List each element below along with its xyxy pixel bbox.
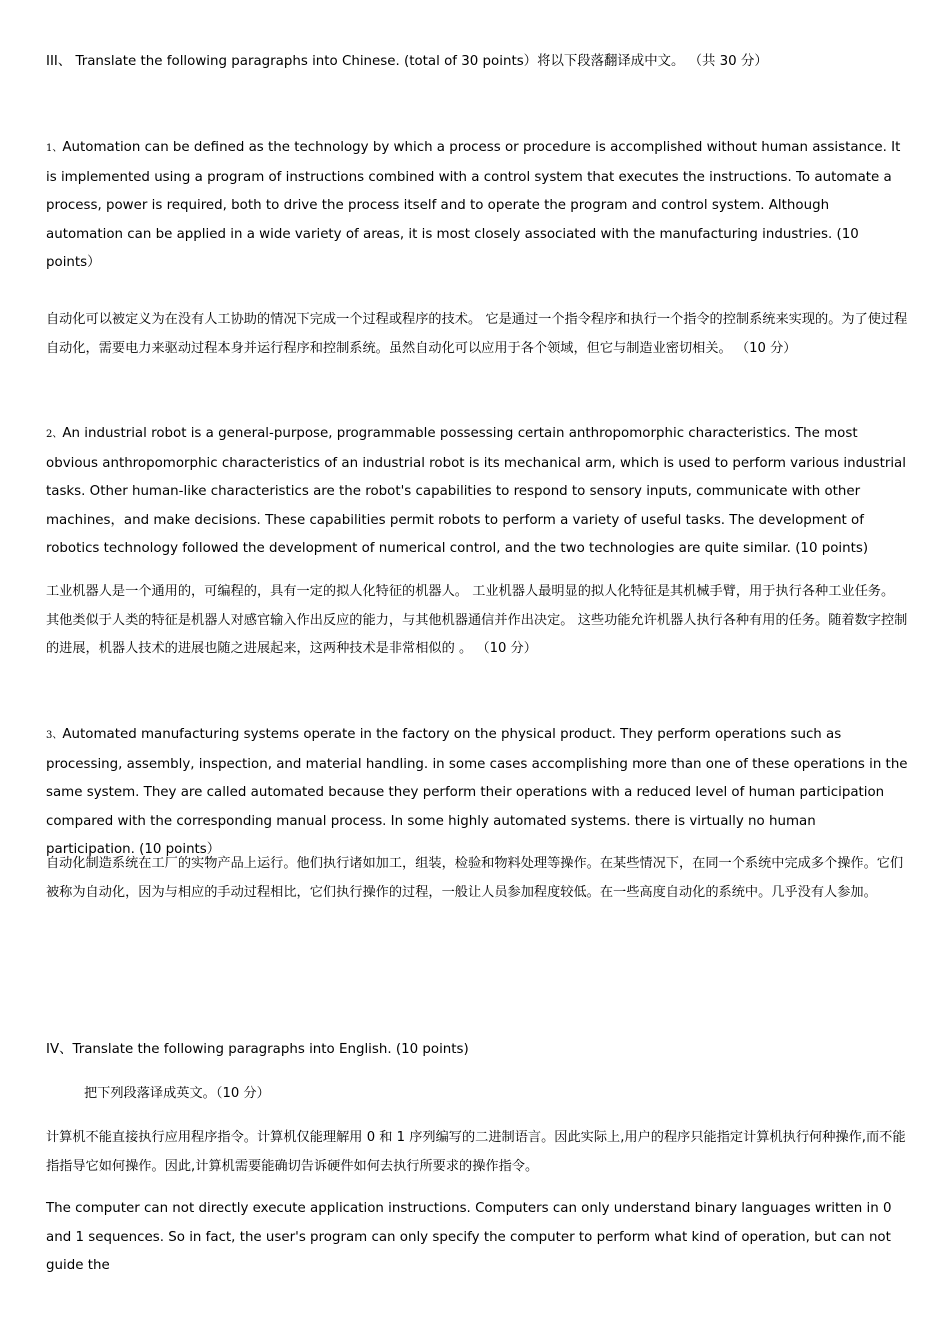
section-4-subheading: 把下列段落译成英文。（10 分） xyxy=(84,1086,270,1101)
section-4-english: The computer can not directly execute application instructions. Computers can only understand binary languages written in 0 and 1 sequences. So in fact, the user's program can only specify the computer to perform what kind of operation, but can not guide the xyxy=(46,1201,892,1274)
item-2-english-text: An industrial robot is a general-purpose, programmable possessing certain anthropomorphic characteristics. The most obvious anthropomorphic characteristics of an industrial robot is its mechanical arm, which is used to perform various industrial tasks. Other human-like characteristics are the robot's capabilities to respond to sensory inputs, communicate with other machines，and make decisions. These capabilities permit robots to perform a variety of useful tasks. The development of robotics technology followed the development of numerical control, and the two technologies are quite similar. (10 points) xyxy=(46,426,906,557)
item-2-chinese: 工业机器人是一个通用的，可编程的，具有一定的拟人化特征的机器人。 工业机器人最明显的拟人化特征是其机械手臂，用于执行各种工业任务。 其他类似于人类的特征是机器人对感官输入作出反应的能力，与其他机器通信并作出决定。 这些功能允许机器人执行各种有用的任务。随着数字控制的进展，机器人技术的进展也随之进展起来，这两种技术是非常相似的 。 （10 分） xyxy=(46,584,908,656)
section-4-heading: IV、Translate the following paragraphs into English. (10 points) xyxy=(46,1042,469,1057)
item-1-chinese: 自动化可以被定义为在没有人工协助的情况下完成一个过程或程序的技术。 它是通过一个指令程序和执行一个指令的控制系统来实现的。为了使过程自动化，需要电力来驱动过程本身并运行程序和控制系统。虽然自动化可以应用于各个领域，但它与制造业密切相关。 （10 分） xyxy=(46,312,908,356)
section-3-heading: III、 Translate the following paragraphs into Chinese. (total of 30 points）将以下段落翻译成中文。 （共 30 分） xyxy=(46,54,768,69)
item-1-english-text: Automation can be defined as the technology by which a process or procedure is accomplished without human assistance. It is implemented using a program of instructions combined with a control system that executes the instructions. To automate a process, power is required, both to drive the process itself and to operate the program and control system. Although automation can be applied in a wide variety of areas, it is most closely associated with the manufacturing industries. (10 points） xyxy=(46,140,901,271)
section-4-chinese: 计算机不能直接执行应用程序指令。计算机仅能理解用 0 和 1 序列编写的二进制语言。因此实际上,用户的程序只能指定计算机执行何种操作,而不能指指导它如何操作。因此,计算机需要能确切告诉硬件如何去执行所要求的操作指令。 xyxy=(46,1130,906,1174)
item-2-english xyxy=(46,420,908,564)
item-3-chinese: 自动化制造系统在工厂的实物产品上运行。他们执行诸如加工，组装，检验和物料处理等操作。在某些情况下，在同一个系统中完成多个操作。它们被称为自动化，因为与相应的手动过程相比，它们执行操作的过程，一般让人员参加程度较低。在一些高度自动化的系统中。几乎没有人参加。 xyxy=(46,856,904,900)
item-1-number: 1、 xyxy=(46,143,63,154)
item-3-english xyxy=(46,721,908,865)
item-3-number: 3、 xyxy=(46,730,63,741)
item-3-english-text: Automated manufacturing systems operate in the factory on the physical product. They perform operations such as processing, assembly, inspection, and material handling. in some cases accomplishing more than one of these operations in the same system. They are called automated because they perform their operations with a reduced level of human participation compared with the corresponding manual process. In some highly automated systems. there is virtually no human participation. (10 points） xyxy=(46,727,908,858)
item-2-number: 2、 xyxy=(46,429,63,440)
item-1-english xyxy=(46,134,908,278)
